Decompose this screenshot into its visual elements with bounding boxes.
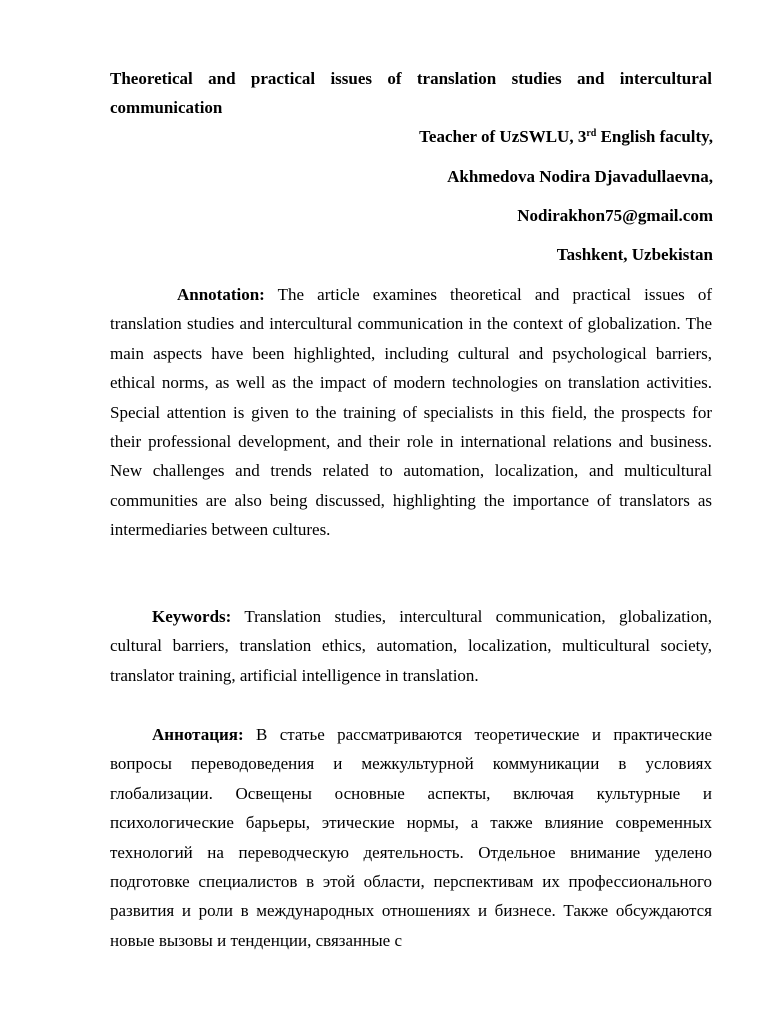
annotation-english-label: Annotation: — [177, 285, 265, 304]
annotation-english — [110, 280, 712, 545]
author-position-suffix: English faculty, — [596, 127, 713, 146]
keywords-paragraph — [110, 602, 712, 690]
author-name: Akhmedova Nodira Djavadullaevna, — [447, 167, 713, 186]
annotation-russian — [110, 720, 712, 955]
author-location: Tashkent, Uzbekistan — [556, 245, 713, 264]
author-position — [419, 122, 713, 151]
author-email: Nodirakhon75@gmail.com — [517, 206, 713, 225]
annotation-russian-text: В статье рассматриваются теоретические и практические вопросы переводоведения и межкультурной коммуникации в условиях глобализации. Освещены основные аспекты, включая культурные и психологические барьеры, этические нормы, а также влияние современных технологий на переводческую деятельность. Отдельное внимание уделено подготовке специалистов в этой области, перспективам их профессионального развития и роли в международных отношениях и бизнесе. Также обсуждаются новые вызовы и тенденции, связанные с — [110, 725, 712, 950]
author-position-prefix: Teacher of UzSWLU, 3 — [419, 127, 587, 146]
paper-title: Theoretical and practical issues of translation studies and intercultural communication — [110, 69, 712, 118]
author-position-superscript: rd — [586, 128, 597, 139]
keywords-label: Keywords: — [152, 607, 232, 626]
annotation-english-text: The article examines theoretical and practical issues of translation studies and intercultural communication in the context of globalization. The main aspects have been highlighted, including cultural and psychological barriers, ethical norms, as well as the impact of modern technologies on translation activities. Special attention is given to the training of specialists in this field, the prospects for their professional development, and their role in international relations and business. New challenges and trends related to automation, localization, and multicultural communities are also being discussed, highlighting the importance of translators as intermediaries between cultures. — [110, 285, 712, 540]
annotation-russian-label: Аннотация: — [152, 725, 244, 744]
keywords-text: Translation studies, intercultural communication, globalization, cultural barriers, translation ethics, automation, localization, multicultural society, translator training, artificial intelligence in translation. — [110, 607, 712, 685]
